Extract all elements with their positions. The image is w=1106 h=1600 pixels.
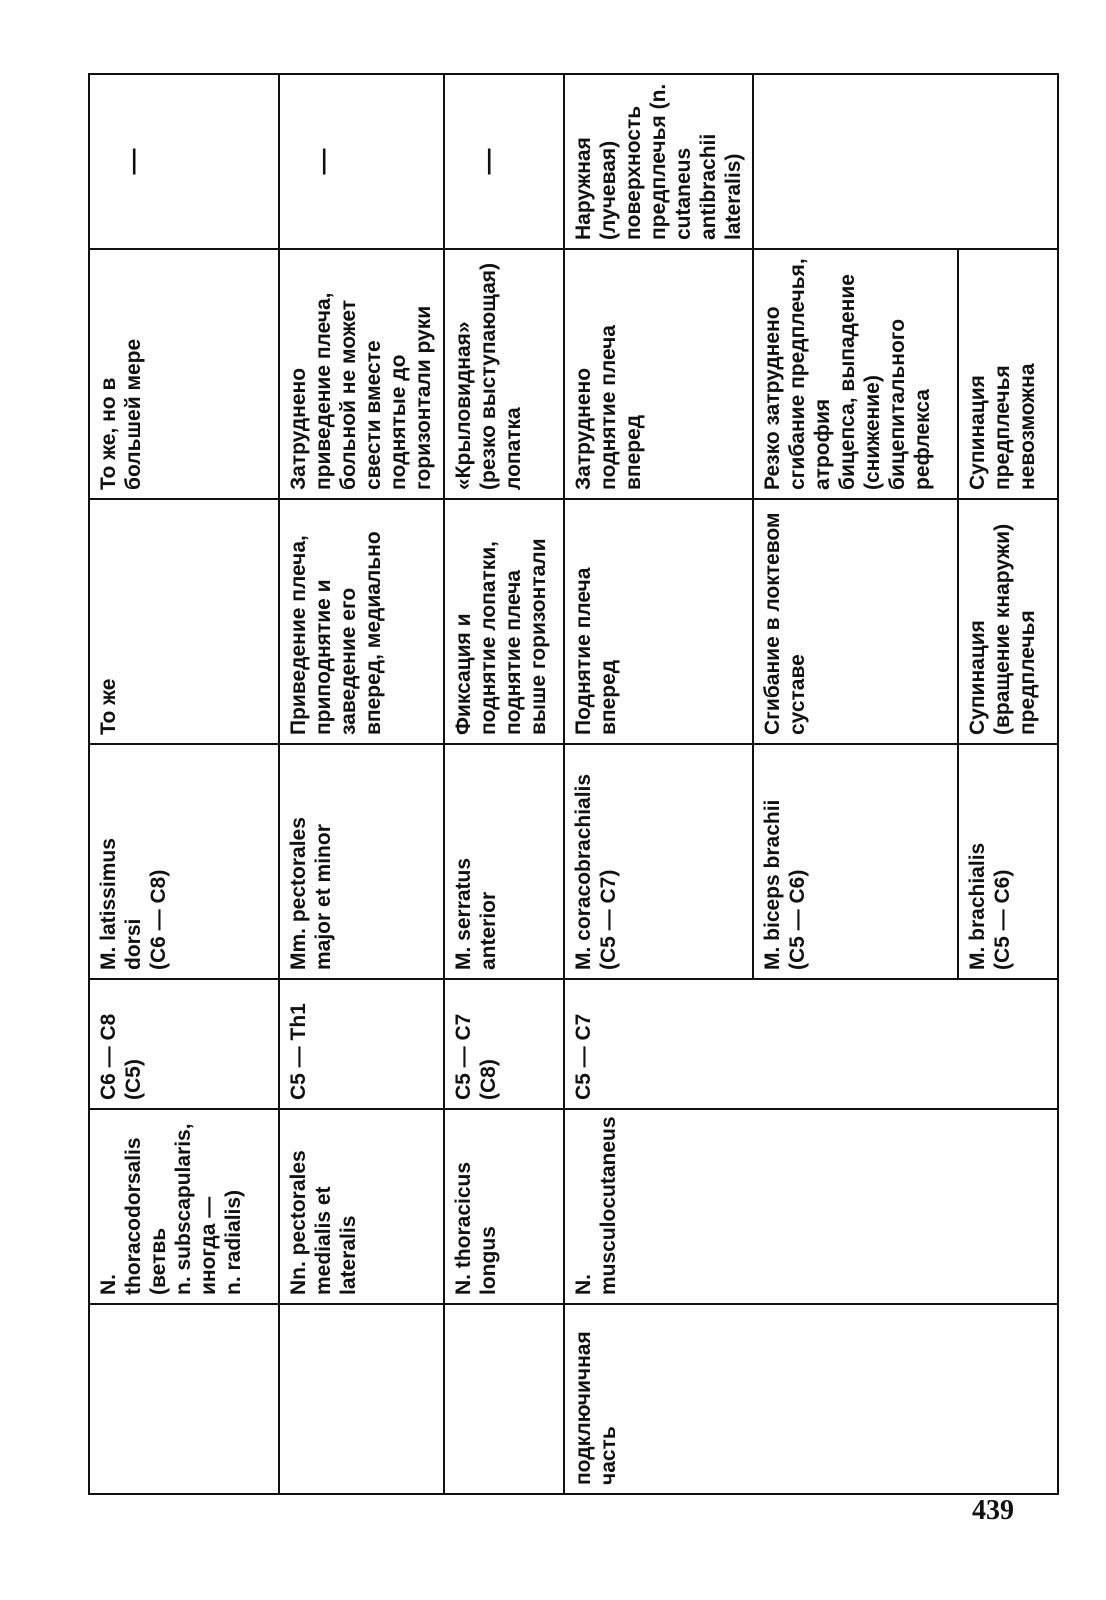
function-cell: Приведение плеча, приподнятие и заведение его вперед, медиально xyxy=(279,499,444,744)
nerve-cell: N. musculocutaneus xyxy=(564,1109,1058,1304)
symptom-cell: Супинация предплечья невозможна xyxy=(958,249,1058,499)
muscle-cell: M. biceps brachii (C5 — C6) xyxy=(753,744,958,979)
symptom-cell: Затруднено поднятие плеча вперед xyxy=(564,249,753,499)
sensory-cell: Наружная (лучевая) поверхность предплечья (n. cutaneus antibrachii lateralis) xyxy=(564,74,753,249)
muscle-cell: M. coracobrachialis (C5 — C7) xyxy=(564,744,753,979)
sensory-cell-empty xyxy=(753,74,1058,249)
function-cell: Фиксация и поднятие лопатки, поднятие плеча выше горизонтали xyxy=(444,499,564,744)
section-cell: подключичная часть xyxy=(564,1304,1058,1494)
segments-cell: C5 — C7 (C8) xyxy=(444,979,564,1109)
segments-cell: C5 — C7 xyxy=(564,979,1058,1109)
sensory-cell: — xyxy=(279,74,444,249)
page-number: 439 xyxy=(972,1495,1014,1526)
muscle-cell: M. serratus anterior xyxy=(444,744,564,979)
table-row xyxy=(564,74,753,1494)
muscle-cell: Mm. pectorales major et minor xyxy=(279,744,444,979)
sensory-cell: — xyxy=(444,74,564,249)
section-cell xyxy=(279,1304,444,1494)
nerve-lesion-table xyxy=(88,73,1059,1495)
nerve-cell: N. thoracodorsalis (ветвь n. subscapularis, иногда — n. radialis) xyxy=(89,1109,279,1304)
segments-cell: C6 — C8 (C5) xyxy=(89,979,279,1109)
sensory-cell: — xyxy=(89,74,279,249)
segments-cell: C5 — Th1 xyxy=(279,979,444,1109)
table-row xyxy=(89,74,279,1494)
symptom-cell: Резко затруднено сгибание предплечья, атрофия бицепса, выпадение (снижение) бицепитального рефлекса xyxy=(753,249,958,499)
muscle-cell: M. latissimus dorsi (C6 — C8) xyxy=(89,744,279,979)
function-cell: Поднятие плеча вперед xyxy=(564,499,753,744)
symptom-cell: То же, но в большей мере xyxy=(89,249,279,499)
table-row xyxy=(444,74,564,1494)
nerve-cell: N. thoracicus longus xyxy=(444,1109,564,1304)
rotated-page xyxy=(88,75,1039,1495)
section-cell xyxy=(89,1304,279,1494)
muscle-cell: M. brachialis (C5 — C6) xyxy=(958,744,1058,979)
table-row xyxy=(279,74,444,1494)
function-cell: Супинация (вращение кнаружи) предплечья xyxy=(958,499,1058,744)
function-cell: Сгибание в локтевом суставе xyxy=(753,499,958,744)
symptom-cell: «Крыловидная» (резко выступающая) лопатка xyxy=(444,249,564,499)
function-cell: То же xyxy=(89,499,279,744)
symptom-cell: Затруднено приведение плеча, больной не может свести вместе поднятые до горизонтали руки xyxy=(279,249,444,499)
nerve-cell: Nn. pectorales medialis et lateralis xyxy=(279,1109,444,1304)
section-cell xyxy=(444,1304,564,1494)
